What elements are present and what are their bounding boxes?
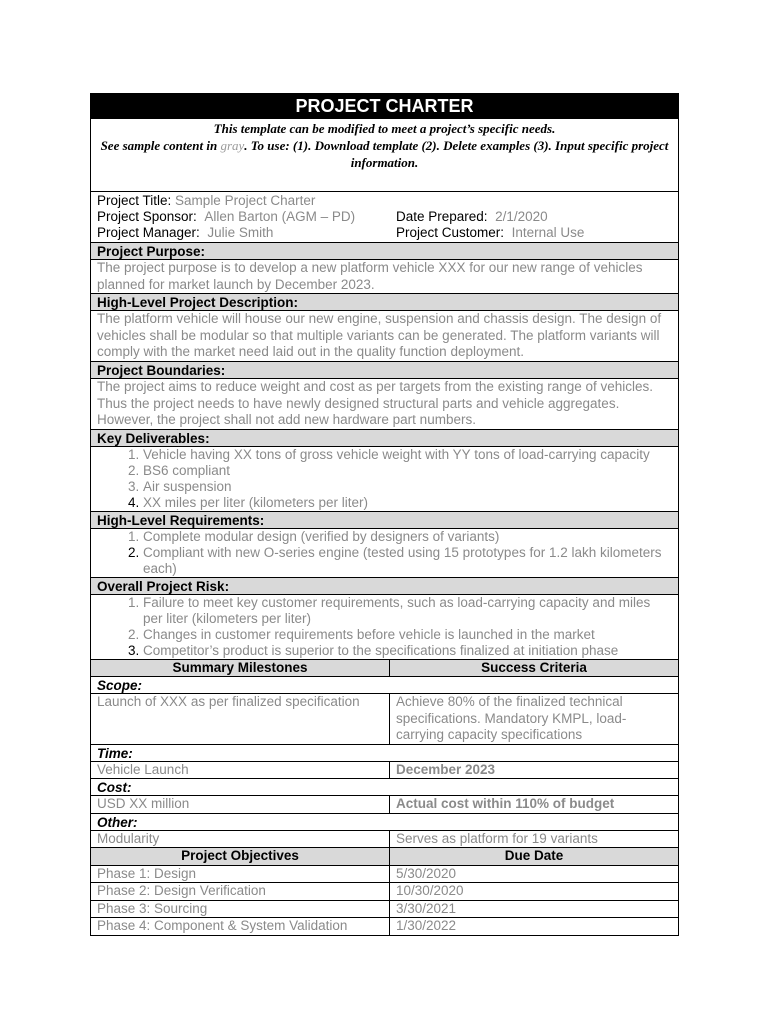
project-sponsor-label: Project Sponsor:	[97, 209, 201, 224]
requirement-item: 2. Compliant with new O-series engine (tested using 15 prototypes for 1.2 lakh kilometers each)	[143, 545, 672, 577]
cost-row	[91, 796, 678, 814]
deliverable-item: 3. Air suspension	[143, 479, 672, 495]
objective-row	[91, 918, 678, 935]
time-criteria: December 2023	[396, 761, 496, 777]
deliverable-item: 4. XX miles per liter (kilometers per liter)	[143, 495, 672, 511]
project-title-label: Project Title:	[97, 193, 172, 208]
requirements-list	[91, 529, 678, 577]
success-criteria-column-header: Success Criteria	[481, 659, 587, 675]
manager-cell	[97, 225, 396, 241]
other-label: Other:	[91, 814, 678, 831]
customer-cell	[396, 225, 584, 241]
project-manager-line	[97, 225, 672, 241]
description-text: The platform vehicle will house our new engine, suspension and chassis design. The design of vehicles shall be modular so that multiple variants can be generated. The platform variants will comply with the market need laid out in the quality function deployment.	[91, 311, 678, 362]
intro-prefix: See sample content in	[100, 138, 221, 153]
scope-row	[91, 694, 678, 745]
risk-list-cell	[91, 595, 678, 660]
risk-item: 3. Competitor’s product is superior to the specifications finalized at initiation phase	[143, 643, 672, 659]
project-customer-label: Project Customer:	[396, 225, 508, 240]
date-prepared-value: 2/1/2020	[495, 209, 548, 224]
risk-item: 2. Changes in customer requirements before vehicle is launched in the market	[143, 627, 672, 643]
project-manager-label: Project Manager:	[97, 225, 204, 240]
intro-suffix: . To use: (1). Download template (2). Delete examples (3). Input specific project information.	[244, 138, 669, 170]
project-title-line	[97, 193, 672, 209]
deliverables-list-cell	[91, 447, 678, 512]
boundaries-heading: Project Boundaries:	[91, 362, 678, 379]
cost-criteria: Actual cost within 110% of budget	[396, 796, 615, 812]
description-heading: High-Level Project Description:	[91, 294, 678, 311]
intro-instructions	[91, 119, 678, 192]
other-criteria: Serves as platform for 19 variants	[396, 830, 598, 846]
intro-line-1: This template can be modified to meet a project’s specific needs.	[213, 121, 556, 136]
objective-phase: Phase 1: Design	[91, 866, 390, 883]
project-sponsor-value: Allen Barton (AGM – PD)	[204, 209, 356, 224]
other-row	[91, 831, 678, 849]
objective-due-date: 10/30/2020	[396, 883, 464, 899]
requirements-list-cell	[91, 529, 678, 578]
requirements-heading: High-Level Requirements:	[91, 512, 678, 529]
project-title-value: Sample Project Charter	[175, 193, 316, 208]
deliverable-item: 1. Vehicle having XX tons of gross vehicle weight with YY tons of load-carrying capacity	[143, 447, 672, 463]
time-milestone: Vehicle Launch	[91, 762, 390, 779]
deliverables-list	[91, 447, 678, 511]
purpose-heading: Project Purpose:	[91, 243, 678, 260]
objective-phase: Phase 3: Sourcing	[91, 901, 390, 918]
risk-list	[91, 595, 678, 659]
cost-label: Cost:	[91, 779, 678, 796]
objective-due-date: 3/30/2021	[396, 900, 457, 916]
purpose-text: The project purpose is to develop a new platform vehicle XXX for our new range of vehicles planned for market launch by December 2023.	[91, 260, 678, 294]
document-title: PROJECT CHARTER	[91, 94, 678, 119]
project-info-block	[91, 192, 678, 243]
requirement-item: 1. Complete modular design (verified by designers of variants)	[143, 529, 672, 545]
time-label: Time:	[91, 745, 678, 762]
risk-heading: Overall Project Risk:	[91, 578, 678, 595]
project-sponsor-line	[97, 209, 672, 225]
objectives-header-row	[91, 848, 678, 866]
project-charter-document	[90, 93, 679, 936]
intro-line-2	[97, 137, 672, 171]
cost-milestone: USD XX million	[91, 796, 390, 813]
boundaries-text: The project aims to reduce weight and cost as per targets from the existing range of vehicles. Thus the project needs to have newly designed structural parts and vehicle aggregates. However, the project shall not add new hardware part numbers.	[91, 379, 678, 430]
due-date-column-header: Due Date	[504, 848, 564, 864]
objective-due-date: 1/30/2022	[396, 918, 457, 934]
deliverables-heading: Key Deliverables:	[91, 430, 678, 447]
risk-item: 1. Failure to meet key customer requirements, such as load-carrying capacity and miles per liter (kilometers per liter)	[143, 595, 672, 627]
scope-criteria: Achieve 80% of the finalized technical specifications. Mandatory KMPL, load-carrying capacity specifications	[396, 694, 627, 743]
objective-due-date: 5/30/2020	[396, 865, 457, 881]
scope-milestone: Launch of XXX as per finalized specification	[91, 694, 390, 744]
milestones-column-header: Summary Milestones	[91, 660, 390, 677]
deliverable-item: 2. BS6 compliant	[143, 463, 672, 479]
project-customer-value: Internal Use	[511, 225, 585, 240]
objective-phase: Phase 4: Component & System Validation	[91, 918, 390, 935]
objective-phase: Phase 2: Design Verification	[91, 883, 390, 900]
intro-gray-word: gray	[220, 138, 245, 153]
objective-row	[91, 866, 678, 884]
date-prepared-label: Date Prepared:	[396, 209, 492, 224]
objective-row	[91, 901, 678, 919]
other-milestone: Modularity	[91, 831, 390, 848]
milestones-header-row	[91, 660, 678, 678]
date-cell	[396, 209, 548, 225]
sponsor-cell	[97, 209, 396, 225]
objective-row	[91, 883, 678, 901]
scope-label: Scope:	[91, 677, 678, 694]
objectives-column-header: Project Objectives	[91, 848, 390, 865]
time-row	[91, 762, 678, 780]
project-manager-value: Julie Smith	[207, 225, 274, 240]
